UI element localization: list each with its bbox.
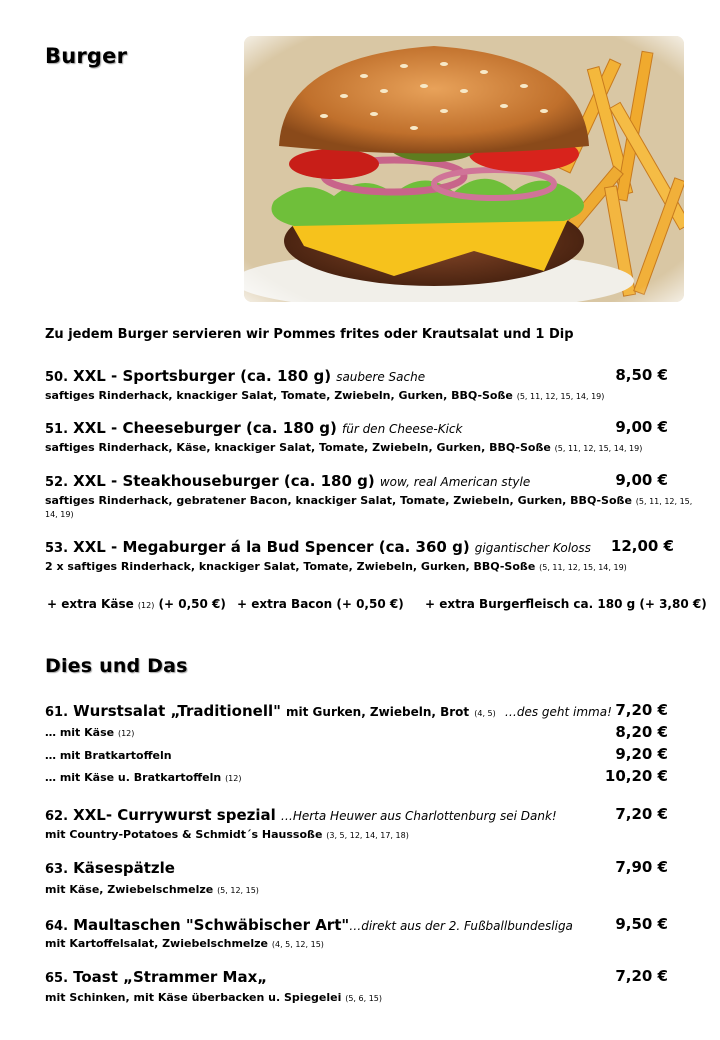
extra-price: (+ 0,50 €) (158, 597, 226, 611)
item-description (45, 828, 409, 841)
variant-label: … mit Bratkartoffeln (45, 749, 172, 762)
item-note: saubere Sache (336, 370, 426, 384)
item-number: 65. (45, 971, 69, 986)
item-price: 8,50 € (615, 366, 668, 384)
item-name: XXL - Megaburger á la Bud Spencer (ca. 360 g) (73, 538, 470, 556)
item-description (45, 494, 692, 507)
description-text: saftiges Rinderhack, Käse, knackiger Salat, Tomate, Zwiebeln, Gurken, BBQ-Soße (45, 441, 551, 454)
item-description (45, 883, 259, 896)
allergen-codes: (12) (137, 601, 155, 610)
allergen-codes: (12) (225, 774, 242, 783)
extra-bacon: + extra Bacon (+ 0,50 €) (237, 597, 404, 611)
item-name: Toast „Strammer Max„ (73, 968, 268, 986)
extra-meat: + extra Burgerfleisch ca. 180 g (+ 3,80 €) (425, 597, 707, 611)
allergen-codes: (5, 6, 15) (345, 994, 382, 1003)
item-note: …des geht imma! (504, 705, 612, 719)
item-number: 53. (45, 541, 69, 556)
item-price: 12,00 € (610, 537, 674, 555)
item-number: 61. (45, 705, 69, 720)
item-description (45, 441, 642, 454)
item-note: gigantischer Koloss (474, 541, 591, 555)
variant-row (45, 726, 134, 739)
item-name: Maultaschen "Schwäbischer Art" (73, 916, 350, 934)
item-note: …direkt aus der 2. Fußballbundesliga (349, 919, 573, 933)
allergen-codes: (5, 11, 12, 15, 14, 19) (516, 392, 605, 401)
item-number: 51. (45, 422, 69, 437)
allergen-codes: (5, 12, 15) (217, 886, 259, 895)
item-price: 7,20 € (615, 967, 668, 985)
item-name: Käsespätzle (73, 859, 175, 877)
item-name: Wurstsalat „Traditionell" (73, 702, 281, 720)
variant-label: … mit Käse u. Bratkartoffeln (45, 771, 222, 784)
item-note: für den Cheese-Kick (341, 422, 463, 436)
allergen-codes: (4, 5) (474, 709, 496, 718)
menu-item-title (45, 701, 612, 720)
description-text: mit Country-Potatoes & Schmidt´s Haussoße (45, 828, 323, 841)
item-number: 62. (45, 809, 69, 824)
allergen-codes-continued: 14, 19) (45, 510, 74, 519)
variant-row (45, 771, 241, 784)
variant-price: 9,20 € (615, 745, 668, 763)
item-price: 7,20 € (615, 701, 668, 719)
description-text: saftiges Rinderhack, knackiger Salat, Tomate, Zwiebeln, Gurken, BBQ-Soße (45, 389, 513, 402)
description-text: 2 x saftiges Rinderhack, knackiger Salat, Tomate, Zwiebeln, Gurken, BBQ-Soße (45, 560, 536, 573)
section-heading-burger: Burger (45, 44, 128, 68)
variant-row (45, 749, 172, 762)
allergen-codes: (4, 5, 12, 15) (271, 940, 324, 949)
burger-illustration (244, 36, 684, 302)
item-note: wow, real American style (379, 475, 531, 489)
variant-price: 10,20 € (604, 767, 668, 785)
item-description (45, 937, 324, 950)
variant-price: 8,20 € (615, 723, 668, 741)
variant-label: … mit Käse (45, 726, 115, 739)
item-description (45, 560, 627, 573)
item-name: XXL - Steakhouseburger (ca. 180 g) (73, 472, 375, 490)
item-price: 7,90 € (615, 858, 668, 876)
allergen-codes: (5, 11, 12, 15, 14, 19) (539, 563, 627, 572)
section-heading-dies-und-das: Dies und Das (45, 655, 188, 677)
item-price: 9,50 € (615, 915, 668, 933)
description-text: mit Schinken, mit Käse überbacken u. Spiegelei (45, 991, 342, 1004)
burger-photo (244, 36, 684, 302)
item-number: 52. (45, 475, 69, 490)
item-name: XXL - Cheeseburger (ca. 180 g) (73, 419, 337, 437)
burger-intro: Zu jedem Burger servieren wir Pommes frites oder Krautsalat und 1 Dip (45, 327, 574, 342)
description-text: mit Kartoffelsalat, Zwiebelschmelze (45, 937, 269, 950)
item-note: …Herta Heuwer aus Charlottenburg sei Dank! (280, 809, 557, 823)
description-text: mit Käse, Zwiebelschmelze (45, 883, 214, 896)
menu-item-title (45, 471, 530, 490)
allergen-codes: (12) (117, 729, 135, 738)
menu-item-title (45, 915, 573, 934)
item-description (45, 389, 604, 402)
menu-item-title (45, 366, 425, 385)
menu-item-title (45, 537, 591, 556)
extra-cheese (47, 597, 226, 611)
menu-item-title (45, 418, 462, 437)
item-name: XXL - Sportsburger (ca. 180 g) (73, 367, 332, 385)
description-text: saftiges Rinderhack, gebratener Bacon, knackiger Salat, Tomate, Zwiebeln, Gurken, BBQ-Soße (45, 494, 632, 507)
item-price: 7,20 € (615, 805, 668, 823)
menu-item-title (45, 967, 267, 986)
item-number: 64. (45, 919, 69, 934)
item-number: 50. (45, 370, 69, 385)
item-price: 9,00 € (615, 418, 668, 436)
item-price: 9,00 € (615, 471, 668, 489)
allergen-codes: (3, 5, 12, 14, 17, 18) (326, 831, 409, 840)
menu-item-title (45, 805, 557, 824)
allergen-codes: (5, 11, 12, 15, (635, 497, 693, 506)
item-number: 63. (45, 862, 69, 877)
item-extra: mit Gurken, Zwiebeln, Brot (286, 705, 470, 719)
extra-label: + extra Käse (47, 597, 134, 611)
item-name: XXL- Currywurst spezial (73, 806, 276, 824)
menu-item-title (45, 858, 175, 877)
allergen-codes: (5, 11, 12, 15, 14, 19) (554, 444, 643, 453)
item-description (45, 991, 382, 1004)
